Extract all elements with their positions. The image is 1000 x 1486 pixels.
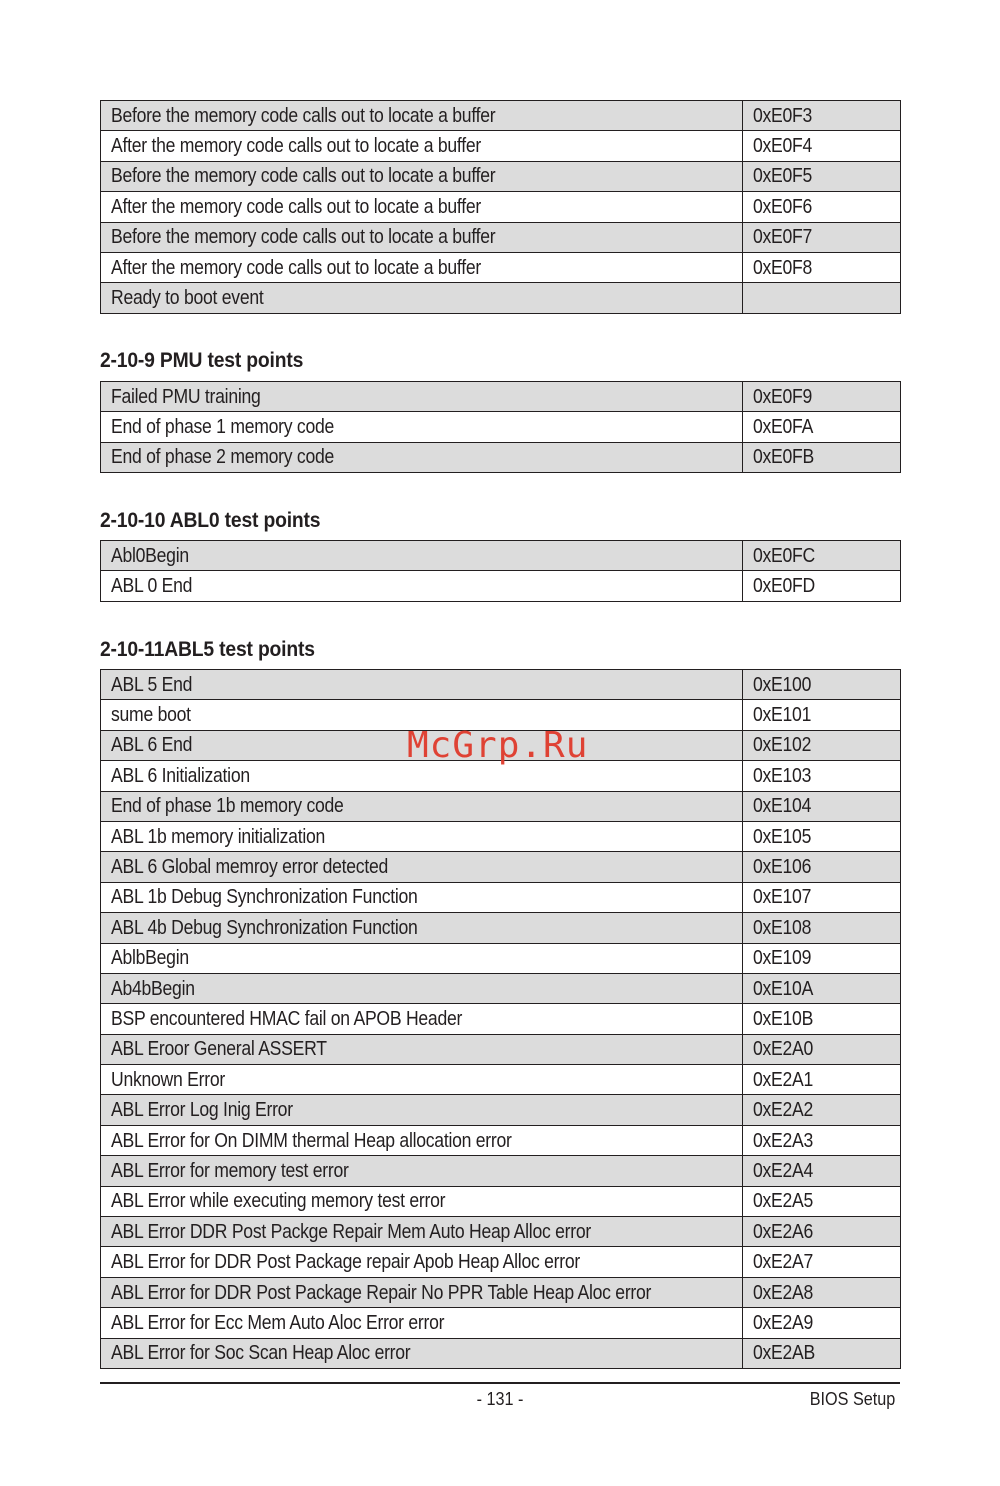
code-cell bbox=[743, 1156, 901, 1186]
code-cell bbox=[743, 670, 901, 700]
code-text: 0xE0F3 bbox=[753, 104, 813, 127]
code-text: 0xE101 bbox=[753, 704, 812, 727]
code-cell bbox=[743, 283, 901, 313]
description-text: ABL 5 End bbox=[111, 673, 193, 696]
code-cell bbox=[743, 161, 901, 191]
description-text: End of phase 2 memory code bbox=[111, 446, 335, 469]
description-cell bbox=[101, 161, 743, 191]
table-row bbox=[101, 943, 901, 973]
code-cell bbox=[743, 913, 901, 943]
table-row bbox=[101, 131, 901, 161]
code-cell bbox=[743, 852, 901, 882]
table-row bbox=[101, 791, 901, 821]
description-cell bbox=[101, 882, 743, 912]
code-text: 0xE2A5 bbox=[753, 1190, 814, 1213]
code-cell bbox=[743, 412, 901, 442]
code-cell bbox=[743, 131, 901, 161]
description-text: ABL 1b Debug Synchronization Function bbox=[111, 886, 418, 909]
table-row bbox=[101, 442, 901, 472]
description-cell bbox=[101, 412, 743, 442]
code-cell bbox=[743, 700, 901, 730]
description-cell bbox=[101, 1034, 743, 1064]
description-cell bbox=[101, 252, 743, 282]
code-text: 0xE2AB bbox=[753, 1342, 816, 1365]
table-row bbox=[101, 541, 901, 571]
code-cell bbox=[743, 1338, 901, 1368]
code-cell bbox=[743, 943, 901, 973]
description-text: Failed PMU training bbox=[111, 385, 261, 408]
table-pmu-container bbox=[100, 381, 900, 473]
code-text: 0xE104 bbox=[753, 795, 812, 818]
code-text: 0xE2A2 bbox=[753, 1099, 814, 1122]
code-cell bbox=[743, 882, 901, 912]
code-text: 0xE105 bbox=[753, 825, 812, 848]
code-text: 0xE10A bbox=[753, 977, 814, 1000]
code-cell bbox=[743, 1095, 901, 1125]
watermark: McGrp.Ru bbox=[407, 725, 589, 766]
code-text: 0xE2A3 bbox=[753, 1129, 814, 1152]
code-cell bbox=[743, 1125, 901, 1155]
code-text: 0xE0F5 bbox=[753, 165, 813, 188]
description-text: ABL Error for On DIMM thermal Heap allocation error bbox=[111, 1129, 512, 1152]
table-row bbox=[101, 1308, 901, 1338]
description-text: After the memory code calls out to locate a buffer bbox=[111, 256, 481, 279]
table-row bbox=[101, 1156, 901, 1186]
description-text: ABL Error for Ecc Mem Auto Aloc Error error bbox=[111, 1311, 445, 1334]
code-cell bbox=[743, 973, 901, 1003]
code-text: 0xE10B bbox=[753, 1007, 814, 1030]
description-cell bbox=[101, 670, 743, 700]
code-cell bbox=[743, 1004, 901, 1034]
code-text: 0xE0F8 bbox=[753, 256, 813, 279]
description-cell bbox=[101, 1277, 743, 1307]
code-text: 0xE2A0 bbox=[753, 1038, 814, 1061]
description-cell bbox=[101, 283, 743, 313]
code-cell bbox=[743, 222, 901, 252]
description-cell bbox=[101, 541, 743, 571]
description-cell bbox=[101, 1065, 743, 1095]
description-cell bbox=[101, 973, 743, 1003]
code-cell bbox=[743, 571, 901, 601]
table-row bbox=[101, 1004, 901, 1034]
code-table-abl0 bbox=[100, 540, 901, 602]
footer-divider bbox=[100, 1382, 900, 1384]
code-text: 0xE2A7 bbox=[753, 1251, 814, 1274]
description-text: ABL 0 End bbox=[111, 575, 193, 598]
description-text: Ready to boot event bbox=[111, 287, 264, 310]
code-cell bbox=[743, 442, 901, 472]
table-row bbox=[101, 882, 901, 912]
table-row bbox=[101, 1338, 901, 1368]
description-text: ABL 6 Global memroy error detected bbox=[111, 856, 388, 879]
code-text: 0xE2A9 bbox=[753, 1311, 814, 1334]
table-row bbox=[101, 1065, 901, 1095]
description-cell bbox=[101, 571, 743, 601]
table-row bbox=[101, 161, 901, 191]
code-text: 0xE102 bbox=[753, 734, 812, 757]
description-cell bbox=[101, 382, 743, 412]
description-cell bbox=[101, 1217, 743, 1247]
description-text: End of phase 1 memory code bbox=[111, 416, 335, 439]
code-cell bbox=[743, 821, 901, 851]
table-top-container bbox=[100, 100, 900, 314]
description-cell bbox=[101, 1247, 743, 1277]
description-cell bbox=[101, 821, 743, 851]
code-cell bbox=[743, 1247, 901, 1277]
table-row bbox=[101, 1217, 901, 1247]
description-text: ABL 6 Initialization bbox=[111, 764, 250, 787]
description-cell bbox=[101, 1095, 743, 1125]
table-row bbox=[101, 1277, 901, 1307]
description-cell bbox=[101, 1338, 743, 1368]
description-text: ABL Eroor General ASSERT bbox=[111, 1038, 327, 1061]
description-text: BSP encountered HMAC fail on APOB Header bbox=[111, 1007, 463, 1030]
code-cell bbox=[743, 252, 901, 282]
description-cell bbox=[101, 1308, 743, 1338]
description-text: AblbBegin bbox=[111, 947, 189, 970]
code-text: 0xE103 bbox=[753, 764, 812, 787]
description-cell bbox=[101, 913, 743, 943]
table-row bbox=[101, 1125, 901, 1155]
code-text: 0xE2A1 bbox=[753, 1068, 814, 1091]
code-text: 0xE0F9 bbox=[753, 385, 813, 408]
code-text: 0xE2A8 bbox=[753, 1281, 814, 1304]
description-cell bbox=[101, 192, 743, 222]
code-text: 0xE0FB bbox=[753, 446, 815, 469]
code-table-abl5 bbox=[100, 669, 901, 1369]
section-heading-abl5: 2-10-11ABL5 test points bbox=[100, 638, 315, 661]
description-text: ABL Error DDR Post Packge Repair Mem Auto Heap Alloc error bbox=[111, 1220, 591, 1243]
code-text: 0xE0FC bbox=[753, 544, 815, 567]
table-row bbox=[101, 222, 901, 252]
description-text: Before the memory code calls out to locate a buffer bbox=[111, 165, 496, 188]
description-text: Unknown Error bbox=[111, 1068, 225, 1091]
table-row bbox=[101, 101, 901, 131]
code-cell bbox=[743, 1217, 901, 1247]
description-text: ABL Error while executing memory test error bbox=[111, 1190, 446, 1213]
description-text: ABL Error for Soc Scan Heap Aloc error bbox=[111, 1342, 411, 1365]
table-abl0-container bbox=[100, 540, 900, 602]
description-cell bbox=[101, 852, 743, 882]
description-cell bbox=[101, 791, 743, 821]
table-row bbox=[101, 1247, 901, 1277]
code-cell bbox=[743, 791, 901, 821]
code-cell bbox=[743, 1308, 901, 1338]
code-table-top bbox=[100, 100, 901, 314]
description-text: ABL 1b memory initialization bbox=[111, 825, 326, 848]
table-row bbox=[101, 973, 901, 1003]
description-text: After the memory code calls out to locate a buffer bbox=[111, 195, 481, 218]
table-row bbox=[101, 1186, 901, 1216]
description-text: Ab4bBegin bbox=[111, 977, 195, 1000]
section-heading-pmu: 2-10-9 PMU test points bbox=[100, 349, 304, 372]
code-cell bbox=[743, 541, 901, 571]
code-text: 0xE0FA bbox=[753, 416, 814, 439]
description-text: ABL Error for memory test error bbox=[111, 1159, 349, 1182]
code-text: 0xE2A4 bbox=[753, 1159, 814, 1182]
description-text: Before the memory code calls out to locate a buffer bbox=[111, 104, 496, 127]
description-cell bbox=[101, 1125, 743, 1155]
table-row bbox=[101, 821, 901, 851]
description-text: Before the memory code calls out to locate a buffer bbox=[111, 226, 496, 249]
table-row bbox=[101, 670, 901, 700]
code-text: 0xE0FD bbox=[753, 575, 815, 598]
description-text: End of phase 1b memory code bbox=[111, 795, 344, 818]
description-text: ABL Error Log Inig Error bbox=[111, 1099, 293, 1122]
table-row bbox=[101, 571, 901, 601]
table-row bbox=[101, 913, 901, 943]
code-cell bbox=[743, 1034, 901, 1064]
table-row bbox=[101, 852, 901, 882]
description-text: Abl0Begin bbox=[111, 544, 189, 567]
code-text: 0xE2A6 bbox=[753, 1220, 814, 1243]
footer-title-text: BIOS Setup bbox=[809, 1389, 896, 1409]
code-text: 0xE107 bbox=[753, 886, 812, 909]
description-cell bbox=[101, 943, 743, 973]
code-cell bbox=[743, 761, 901, 791]
description-cell bbox=[101, 1156, 743, 1186]
code-cell bbox=[743, 1065, 901, 1095]
code-cell bbox=[743, 192, 901, 222]
table-row bbox=[101, 283, 901, 313]
table-row bbox=[101, 192, 901, 222]
table-row bbox=[101, 1095, 901, 1125]
description-text: After the memory code calls out to locate a buffer bbox=[111, 135, 481, 158]
description-cell bbox=[101, 442, 743, 472]
footer-title bbox=[805, 1389, 900, 1410]
code-cell bbox=[743, 730, 901, 760]
description-cell bbox=[101, 1186, 743, 1216]
code-text: 0xE109 bbox=[753, 947, 812, 970]
description-cell bbox=[101, 131, 743, 161]
table-row bbox=[101, 1034, 901, 1064]
table-abl5-container bbox=[100, 669, 900, 1369]
table-row bbox=[101, 412, 901, 442]
code-text: 0xE106 bbox=[753, 856, 812, 879]
description-cell bbox=[101, 101, 743, 131]
description-text: ABL Error for DDR Post Package Repair No PPR Table Heap Aloc error bbox=[111, 1281, 652, 1304]
page-number-text: - 131 - bbox=[476, 1389, 524, 1409]
description-text: sume boot bbox=[111, 704, 191, 727]
description-text: ABL Error for DDR Post Package repair Apob Heap Alloc error bbox=[111, 1251, 580, 1274]
code-text: 0xE0F7 bbox=[753, 226, 813, 249]
table-row bbox=[101, 382, 901, 412]
code-text: 0xE0F4 bbox=[753, 135, 813, 158]
description-text: ABL 6 End bbox=[111, 734, 193, 757]
code-cell bbox=[743, 382, 901, 412]
code-text: 0xE108 bbox=[753, 916, 812, 939]
description-text: ABL 4b Debug Synchronization Function bbox=[111, 916, 418, 939]
description-cell bbox=[101, 1004, 743, 1034]
section-heading-abl0: 2-10-10 ABL0 test points bbox=[100, 509, 321, 532]
description-cell bbox=[101, 222, 743, 252]
table-row bbox=[101, 252, 901, 282]
code-cell bbox=[743, 101, 901, 131]
code-text: 0xE0F6 bbox=[753, 195, 813, 218]
code-table-pmu bbox=[100, 381, 901, 473]
code-cell bbox=[743, 1186, 901, 1216]
code-text: 0xE100 bbox=[753, 673, 812, 696]
code-cell bbox=[743, 1277, 901, 1307]
